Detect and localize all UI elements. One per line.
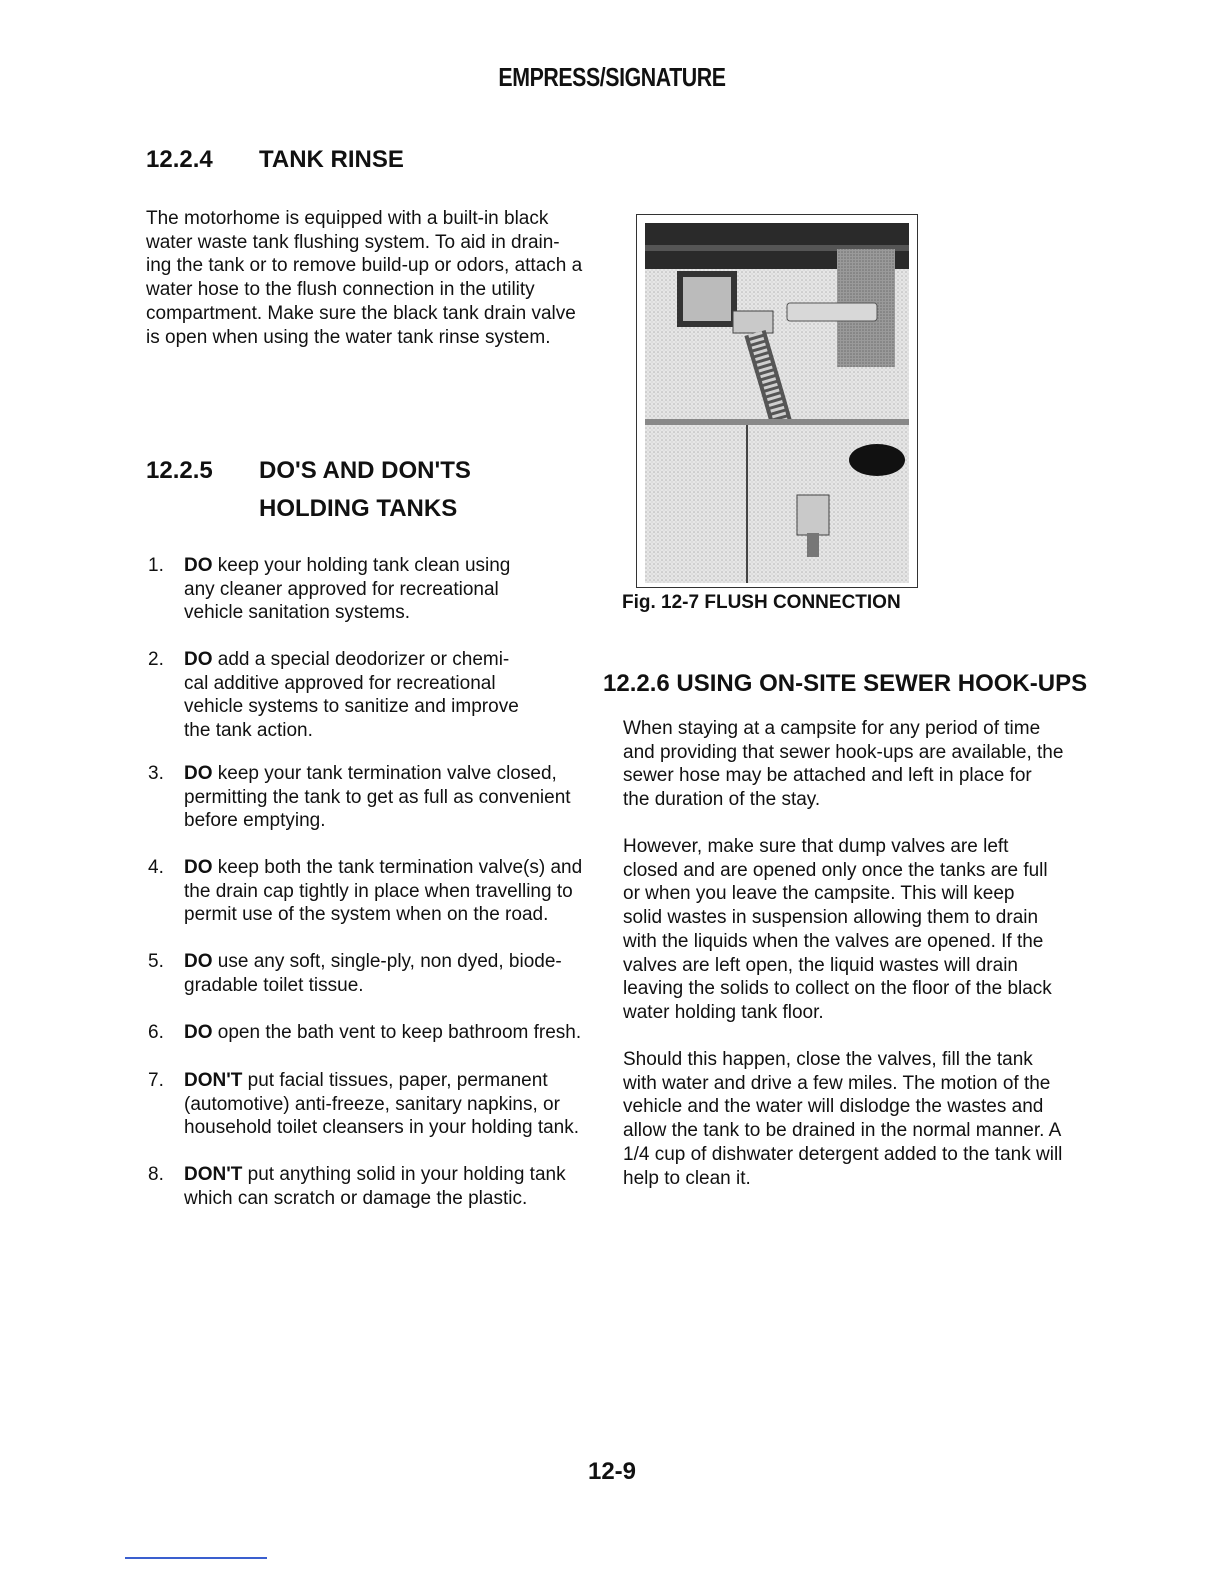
text-line: add a special deodorizer or chemi- <box>212 649 510 670</box>
page-number: 12-9 <box>587 1458 637 1485</box>
text-line: valves are left open, the liquid wastes will drain <box>623 954 1018 976</box>
section-12-2-4-title: TANK RINSE <box>259 146 404 173</box>
text-line: gradable toilet tissue. <box>184 974 364 996</box>
text-line: the tank action. <box>184 720 313 742</box>
text-line: the drain cap tightly in place when travelling to <box>184 880 573 902</box>
section-12-2-5-number: 12.2.5 <box>146 457 213 484</box>
text-line: allow the tank to be drained in the normal manner. A <box>623 1120 1062 1142</box>
page-header-title: EMPRESS/SIGNATURE <box>498 62 726 92</box>
flush-connection-photo <box>636 214 918 588</box>
text-line: put facial tissues, paper, permanent <box>242 1070 548 1091</box>
list-item-number: 8. <box>148 1164 164 1185</box>
text-line: leaving the solids to collect on the floor of the black <box>623 978 1052 1000</box>
text-line: the duration of the stay. <box>623 789 821 811</box>
text-line: 1/4 cup of dishwater detergent added to the tank will <box>623 1143 1063 1165</box>
text-line: When staying at a campsite for any period of time <box>623 718 1041 739</box>
text-line: and providing that sewer hook-ups are available, the <box>623 741 1064 763</box>
list-item-keyword: DON'T <box>184 1070 243 1091</box>
sewer-paragraph-3 <box>623 1048 1078 1190</box>
list-item-number: 7. <box>148 1070 164 1091</box>
text-line: with water and drive a few miles. The motion of the <box>623 1072 1051 1094</box>
text-line: water hose to the flush connection in the utility <box>146 279 535 301</box>
flush-connection-illustration <box>637 215 917 587</box>
sewer-paragraph-2 <box>623 835 1078 1025</box>
sewer-paragraph-1 <box>623 717 1078 812</box>
text-line: before emptying. <box>184 810 326 832</box>
section-12-2-4-number: 12.2.4 <box>146 146 213 173</box>
text-line: help to clean it. <box>623 1167 751 1189</box>
list-item-number: 6. <box>148 1022 164 1043</box>
section-12-2-5-title-line2: HOLDING TANKS <box>259 495 458 522</box>
footer-rule <box>125 1557 267 1559</box>
text-line: (automotive) anti-freeze, sanitary napkins, or <box>184 1093 560 1115</box>
list-item-number: 5. <box>148 951 164 972</box>
text-line: use any soft, single-ply, non dyed, biode- <box>212 951 562 972</box>
text-line: with the liquids when the valves are opened. If the <box>623 930 1044 952</box>
list-item-number: 3. <box>148 763 164 784</box>
section-12-2-5-title-line1: DO'S AND DON'TS <box>259 457 471 484</box>
list-item-keyword: DO <box>184 857 213 878</box>
list-item-keyword: DO <box>184 1022 213 1043</box>
list-item-keyword: DON'T <box>184 1164 243 1185</box>
text-line: Should this happen, close the valves, fill the tank <box>623 1049 1033 1070</box>
text-line: keep both the tank termination valve(s) and <box>212 857 583 878</box>
text-line: is open when using the water tank rinse system. <box>146 326 551 348</box>
text-line: vehicle sanitation systems. <box>184 602 410 624</box>
text-line: vehicle systems to sanitize and improve <box>184 696 519 718</box>
list-item-number: 4. <box>148 857 164 878</box>
text-line: keep your holding tank clean using <box>212 555 511 576</box>
text-line: sewer hose may be attached and left in place for <box>623 765 1032 787</box>
text-line: permit use of the system when on the road. <box>184 904 549 926</box>
text-line: ing the tank or to remove build-up or odors, attach a <box>146 255 583 277</box>
list-item-number: 2. <box>148 649 164 670</box>
figure-caption: Fig. 12-7 FLUSH CONNECTION <box>622 592 901 613</box>
text-line: open the bath vent to keep bathroom fresh. <box>212 1022 582 1043</box>
text-line: water waste tank flushing system. To aid in drain- <box>146 231 560 253</box>
section-12-2-6-title: 12.2.6 USING ON-SITE SEWER HOOK-UPS <box>603 670 1088 697</box>
text-line: However, make sure that dump valves are left <box>623 836 1009 857</box>
text-line: closed and are opened only once the tanks are full <box>623 859 1048 881</box>
text-line: cal additive approved for recreational <box>184 672 496 694</box>
text-line: water holding tank floor. <box>623 1001 824 1023</box>
text-line: any cleaner approved for recreational <box>184 578 499 600</box>
list-item-keyword: DO <box>184 649 213 670</box>
text-line: compartment. Make sure the black tank drain valve <box>146 302 576 324</box>
tank-rinse-paragraph <box>146 207 601 349</box>
text-line: which can scratch or damage the plastic. <box>184 1187 528 1209</box>
text-line: household toilet cleansers in your holding tank. <box>184 1117 580 1139</box>
text-line: keep your tank termination valve closed, <box>212 763 557 784</box>
text-line: vehicle and the water will dislodge the wastes and <box>623 1096 1044 1118</box>
text-line: put anything solid in your holding tank <box>242 1164 566 1185</box>
list-item-keyword: DO <box>184 555 213 576</box>
list-item-keyword: DO <box>184 763 213 784</box>
text-line: solid wastes in suspension allowing them to drain <box>623 907 1039 929</box>
text-line: or when you leave the campsite. This will keep <box>623 883 1015 905</box>
text-line: The motorhome is equipped with a built-in black <box>146 208 549 229</box>
text-line: permitting the tank to get as full as convenient <box>184 786 571 808</box>
list-item-number: 1. <box>148 555 164 576</box>
list-item-keyword: DO <box>184 951 213 972</box>
